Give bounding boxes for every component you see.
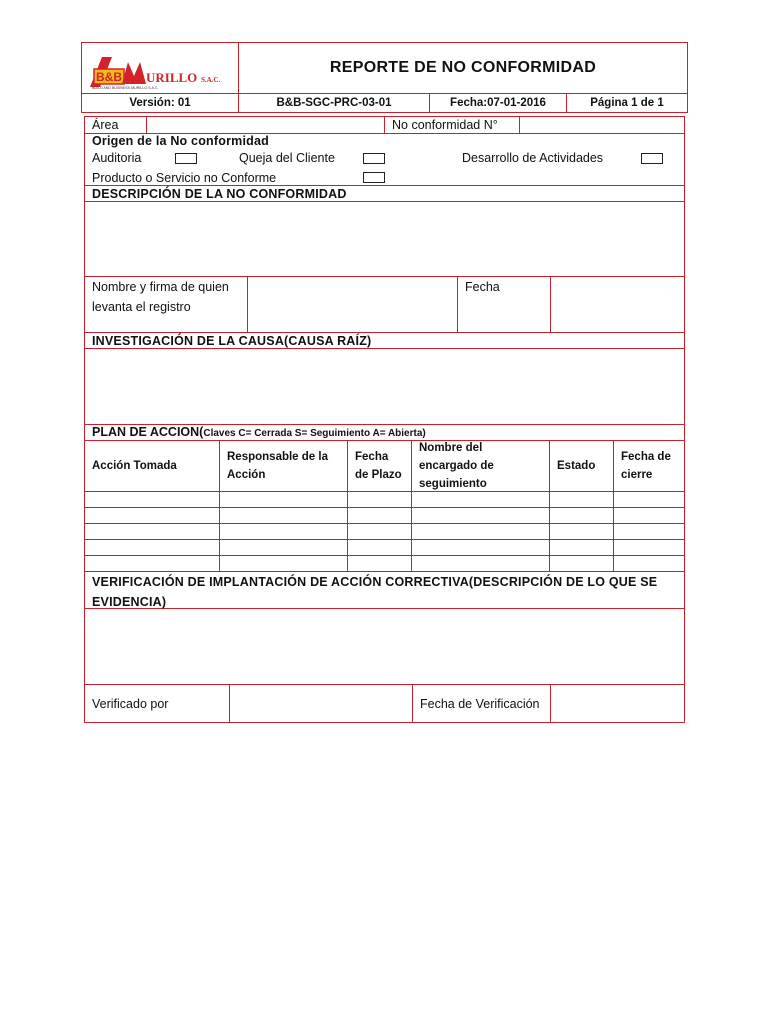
verified-by-row xyxy=(85,685,684,722)
col-accion-tomada: Acción Tomada xyxy=(85,441,220,491)
col-responsable: Responsable de la Acción xyxy=(220,441,348,491)
nonconformity-form xyxy=(84,116,685,723)
nc-number-label: No conformidad N° xyxy=(385,117,520,133)
area-field[interactable] xyxy=(147,117,385,133)
queja-checkbox[interactable] xyxy=(363,153,385,164)
origin-queja-label: Queja del Cliente xyxy=(239,151,335,165)
verification-title: VERIFICACIÓN DE IMPLANTACIÓN DE ACCIÓN CORRECTIVA(DESCRIPCIÓN DE LO QUE SE EVIDENCIA) xyxy=(92,575,658,609)
plan-cell[interactable] xyxy=(550,540,614,555)
description-title-row xyxy=(85,186,684,202)
plan-title: PLAN DE ACCION( xyxy=(92,425,204,439)
plan-cell[interactable] xyxy=(412,540,550,555)
plan-cell[interactable] xyxy=(412,524,550,539)
plan-cell[interactable] xyxy=(348,508,412,523)
verification-title-row xyxy=(85,572,684,609)
col-fecha-cierre: Fecha de cierre xyxy=(621,451,671,481)
plan-table-row xyxy=(85,556,684,572)
plan-cell[interactable] xyxy=(614,508,684,523)
origin-producto-label: Producto o Servicio no Conforme xyxy=(92,171,277,185)
area-row xyxy=(85,117,684,134)
plan-cell[interactable] xyxy=(220,492,348,507)
document-date: Fecha:07-01-2016 xyxy=(430,94,567,112)
plan-cell[interactable] xyxy=(550,508,614,523)
plan-cell[interactable] xyxy=(614,492,684,507)
verification-field[interactable] xyxy=(85,609,684,685)
area-label: Área xyxy=(85,117,147,133)
origin-title: Origen de la No conformidad xyxy=(92,134,269,148)
plan-cell[interactable] xyxy=(85,540,220,555)
logo-graphic xyxy=(82,43,239,94)
verified-by-label: Verificado por xyxy=(85,685,230,722)
plan-cell[interactable] xyxy=(348,540,412,555)
plan-cell[interactable] xyxy=(412,556,550,571)
plan-cell[interactable] xyxy=(220,508,348,523)
plan-cell[interactable] xyxy=(412,492,550,507)
plan-cell[interactable] xyxy=(348,492,412,507)
plan-title-row xyxy=(85,425,684,441)
col-estado: Estado xyxy=(550,441,614,491)
plan-table-row xyxy=(85,524,684,540)
desarrollo-checkbox[interactable] xyxy=(641,153,663,164)
date-label: Fecha xyxy=(458,277,551,332)
plan-table-row xyxy=(85,508,684,524)
document-title: REPORTE DE NO CONFORMIDAD xyxy=(329,59,597,76)
page-number: Página 1 de 1 xyxy=(590,97,664,109)
col-encargado: Nombre del encargado de seguimiento xyxy=(412,441,550,491)
investigation-field[interactable] xyxy=(85,349,684,425)
plan-cell[interactable] xyxy=(550,524,614,539)
origin-section xyxy=(85,134,684,186)
plan-cell[interactable] xyxy=(550,492,614,507)
plan-cell[interactable] xyxy=(348,556,412,571)
company-logo xyxy=(82,43,239,93)
plan-cell[interactable] xyxy=(85,508,220,523)
header-top-row xyxy=(82,43,687,94)
plan-table-row xyxy=(85,492,684,508)
plan-cell[interactable] xyxy=(614,556,684,571)
document-code: B&B-SGC-PRC-03-01 xyxy=(239,94,430,112)
origin-auditoria-label: Auditoria xyxy=(92,151,142,165)
logo-bb-text: B&B xyxy=(96,70,122,84)
plan-cell[interactable] xyxy=(614,540,684,555)
verification-date-label: Fecha de Verificación xyxy=(413,685,551,722)
auditoria-checkbox[interactable] xyxy=(175,153,197,164)
plan-cell[interactable] xyxy=(85,492,220,507)
plan-cell[interactable] xyxy=(85,524,220,539)
plan-cell[interactable] xyxy=(614,524,684,539)
plan-cell[interactable] xyxy=(348,524,412,539)
plan-title-wrap xyxy=(85,425,433,440)
plan-keys: Claves C= Cerrada S= Seguimiento A= Abierta) xyxy=(203,428,426,439)
header-meta-row xyxy=(82,94,687,112)
logo-suffix: S.A.C. xyxy=(201,76,221,84)
signer-field[interactable] xyxy=(248,277,458,332)
version-label: Versión: 01 xyxy=(82,94,239,112)
plan-cell[interactable] xyxy=(412,508,550,523)
origin-desarrollo-label: Desarrollo de Actividades xyxy=(462,151,604,165)
plan-cell[interactable] xyxy=(85,556,220,571)
document-header xyxy=(81,42,688,113)
logo-tagline: BUILD AND BUSINESS MURILLO S.A.C. xyxy=(92,86,159,90)
plan-cell[interactable] xyxy=(220,524,348,539)
logo-company-name: URILLO xyxy=(146,70,198,85)
signer-row xyxy=(85,277,684,333)
plan-table-row xyxy=(85,540,684,556)
nc-number-field[interactable] xyxy=(520,117,684,133)
producto-checkbox[interactable] xyxy=(363,172,385,183)
col-fecha-plazo: Fecha de Plazo xyxy=(348,441,412,491)
signer-label: Nombre y firma de quien levanta el registro xyxy=(85,277,248,332)
verification-date-field[interactable] xyxy=(551,685,684,722)
description-field[interactable] xyxy=(85,202,684,277)
investigation-title-row xyxy=(85,333,684,349)
description-title: DESCRIPCIÓN DE LA NO CONFORMIDAD xyxy=(92,186,347,201)
plan-cell[interactable] xyxy=(220,540,348,555)
verified-by-field[interactable] xyxy=(230,685,413,722)
plan-cell[interactable] xyxy=(220,556,348,571)
plan-cell[interactable] xyxy=(550,556,614,571)
investigation-title: INVESTIGACIÓN DE LA CAUSA(CAUSA RAÍZ) xyxy=(92,333,372,348)
date-field[interactable] xyxy=(551,277,684,332)
plan-header-row xyxy=(85,441,684,492)
